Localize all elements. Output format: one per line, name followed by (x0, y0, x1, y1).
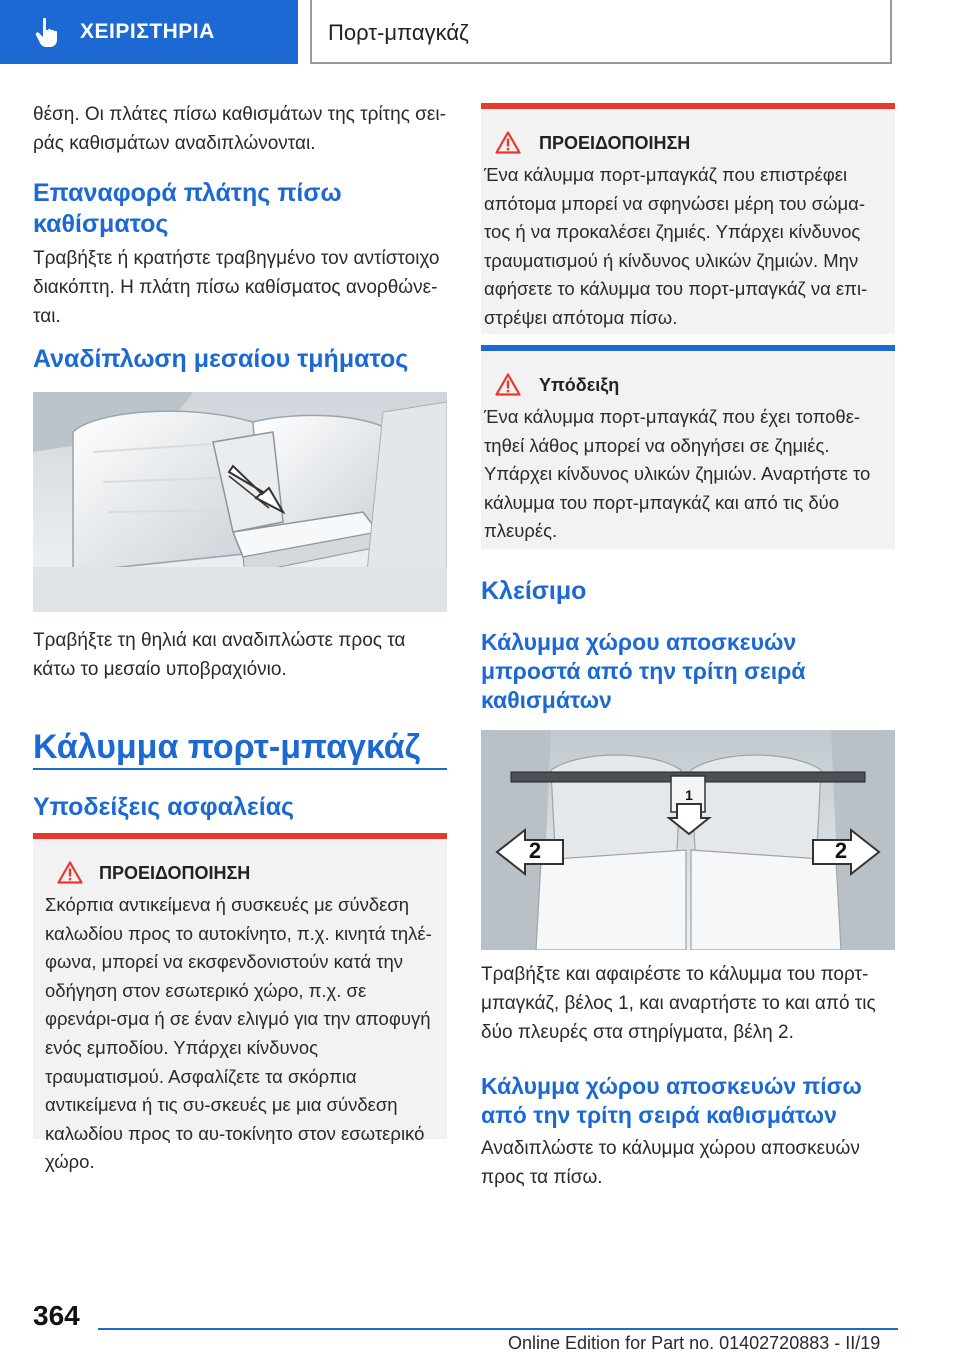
warning-text: Σκόρπια αντικείμενα ή συσκευές με σύνδεση καλωδίου προς το αυτοκίνητο, π.χ. κινητά τηλέ-φωνα, μπορεί να εκσφενδονιστούν κατά την οδήγηση στον εσωτερικό χώρο, π.χ. σε φρενάρι-σμα ή σε έναν ελιγμό για την αποφυγή ενός εμποδίου. Υπάρχει κίνδυνος τραυματισμού. Ασφαλίζετε τα σκόρπια αντικείμενα ή τις συ-σκευές με μια σύνδεση καλωδίου προς το αυ-τοκίνητο στον εσωτερικό χώρο. (45, 894, 432, 1173)
header-topic-label: Πορτ-μπαγκάζ (328, 20, 469, 45)
warning-triangle-icon (495, 131, 521, 154)
footer-rule (98, 1328, 898, 1330)
heading-closing: Κλείσιμο (481, 577, 587, 605)
arrow-label-2-right: 2 (834, 838, 848, 863)
header-section-label: ΧΕΙΡΙΣΤΗΡΙΑ (80, 20, 215, 43)
footer-edition: Online Edition for Part no. 01402720883 - II/19 (508, 1333, 881, 1353)
intro-paragraph: θέση. Οι πλάτες πίσω καθισμάτων της τρίτης σει-ράς καθισμάτων αναδιπλώνονται. (33, 104, 446, 154)
warning-box-cover-return (481, 109, 895, 334)
paragraph-cover-rear: Αναδιπλώστε το κάλυμμα χώρου αποσκευών προς τα πίσω. (481, 1138, 860, 1188)
paragraph-restore-backrest: Τραβήξτε ή κρατήστε τραβηγμένο τον αντίστοιχο διακόπτη. Η πλάτη πίσω καθίσματος ανορθώνε-ται. (33, 248, 440, 327)
notice-box-cover-fitting (481, 351, 895, 549)
warning-box-loose-objects (33, 839, 447, 1173)
paragraph-fold-middle: Τραβήξτε τη θηλιά και αναδιπλώστε προς τα κάτω το μεσαίο υποβραχιόνιο. (33, 630, 406, 680)
heading-underline (33, 768, 447, 770)
arrow-label-1: 1 (685, 787, 693, 803)
notice-triangle-icon (495, 373, 521, 396)
armrest-illustration (33, 392, 447, 612)
page-number: 364 (33, 1300, 80, 1331)
heading-safety-notes: Υποδείξεις ασφαλείας (33, 793, 295, 821)
warning-text: Ένα κάλυμμα πορτ-μπαγκάζ που επιστρέφει απότομα μπορεί να σφηνώσει μέρη του σώμα-τος ή να προκαλέσει ζημιές. Υπάρχει κίνδυνος τραυματισμού ή κίνδυνος υλικών ζημιών. Μην αφήσετε το κάλυμμα του πορτ-μπαγκάζ να επι-στρέψει απότομα πίσω. (484, 164, 868, 328)
header-topic (310, 0, 892, 64)
paragraph-cover-front: Τραβήξτε και αφαιρέστε το κάλυμμα του πορτ-μπαγκάζ, βέλος 1, και αναρτήστε το και από τις δύο πλευρές στα στηρίγματα, βέλη 2. (481, 964, 876, 1043)
warning-title: ΠΡΟΕΙΔΟΠΟΙΗΣΗ (539, 133, 691, 153)
notice-text: Ένα κάλυμμα πορτ-μπαγκάζ που έχει τοποθε-τηθεί λάθος μπορεί να οδηγήσει σε ζημιές. Υπάρχει κίνδυνος υλικών ζημιών. Αναρτήστε το κάλυμμα του πορτ-μπαγκάζ και από τις δύο πλευρές. (484, 406, 871, 542)
notice-title: Υπόδειξη (539, 375, 620, 395)
arrow-label-2-left: 2 (528, 838, 542, 863)
heading-restore-backrest: Επαναφορά πλάτης πίσω καθίσματος (33, 179, 342, 238)
header-section-tab[interactable] (0, 0, 298, 64)
warning-triangle-icon (57, 861, 83, 884)
heading-cover-front-third-row: Κάλυμμα χώρου αποσκευών μπροστά από την τρίτη σειρά καθισμάτων (481, 629, 806, 713)
warning-title: ΠΡΟΕΙΔΟΠΟΙΗΣΗ (99, 863, 251, 883)
heading-fold-middle: Αναδίπλωση μεσαίου τμήματος (33, 345, 409, 373)
heading-cargo-cover: Κάλυμμα πορτ-μπαγκάζ (33, 728, 421, 766)
cargo-cover-illustration (481, 730, 895, 950)
pointing-hand-icon (30, 15, 64, 49)
heading-cover-rear-third-row: Κάλυμμα χώρου αποσκευών πίσω από την τρίτη σειρά καθισμάτων (481, 1073, 862, 1128)
